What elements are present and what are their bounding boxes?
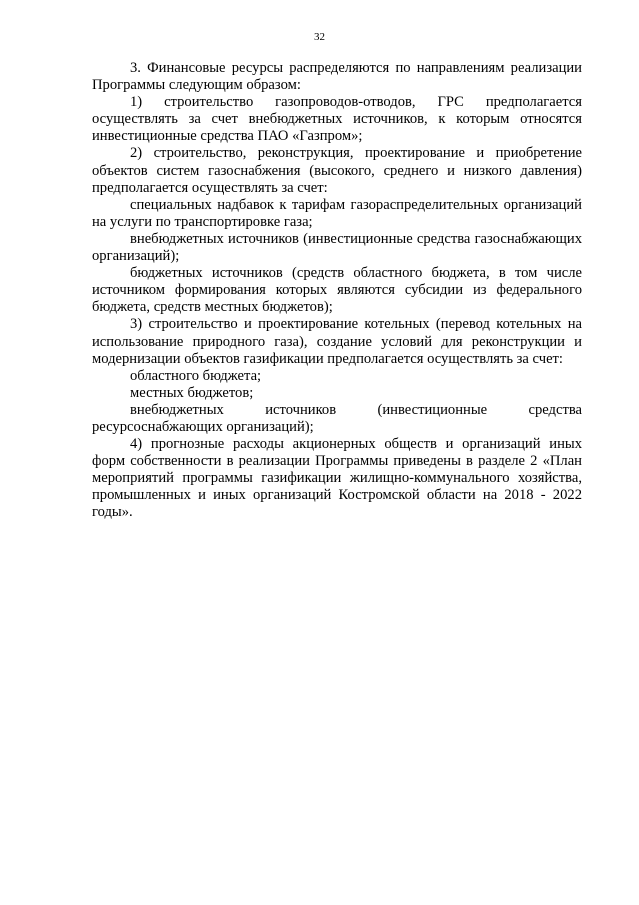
paragraph-item-4: 4) прогнозные расходы акционерных обществ и организаций иных форм собственности в реализации Программы приведены в разделе 2 «План мероприятий программы газификации жилищно-коммунального хозяйства, промышленных и иных организаций Костромской области на 2018 - 2022 годы». [92, 436, 582, 521]
paragraph-item-2: 2) строительство, реконструкция, проектирование и приобретение объектов систем газоснабжения (высокого, среднего и низкого давления) предполагается осуществлять за счет: [92, 145, 582, 196]
paragraph-extrabudgetary-gas: внебюджетных источников (инвестиционные средства газоснабжающих организаций); [92, 230, 582, 265]
paragraph-item-3: 3) строительство и проектирование котельных (перевод котельных на использование природного газа), создание условий для реконструкции и модернизации объектов газификации предполагается осуществлять за счет: [92, 316, 582, 367]
paragraph-local-budgets: местных бюджетов; [130, 384, 254, 401]
paragraph-budget-sources: бюджетных источников (средств областного бюджета, в том числе источником формирования которых являются субсидии из федерального бюджета, средств местных бюджетов); [92, 265, 582, 316]
document-body [92, 60, 582, 522]
paragraph-item-1: 1) строительство газопроводов-отводов, ГРС предполагается осуществлять за счет внебюджетных источников, к которым относятся инвестиционные средства ПАО «Газпром»; [92, 94, 582, 145]
page-number: 32 [314, 31, 325, 43]
paragraph-special-surcharges: специальных надбавок к тарифам газораспределительных организаций на услуги по транспортировке газа; [92, 196, 582, 230]
paragraph-financial-resources: 3. Финансовые ресурсы распределяются по направлениям реализации Программы следующим образом: [92, 60, 582, 94]
paragraph-regional-budget: областного бюджета; [130, 367, 262, 384]
paragraph-extrabudgetary-resource: внебюджетных источников (инвестиционные средства ресурсоснабжающих организаций); [92, 401, 582, 435]
